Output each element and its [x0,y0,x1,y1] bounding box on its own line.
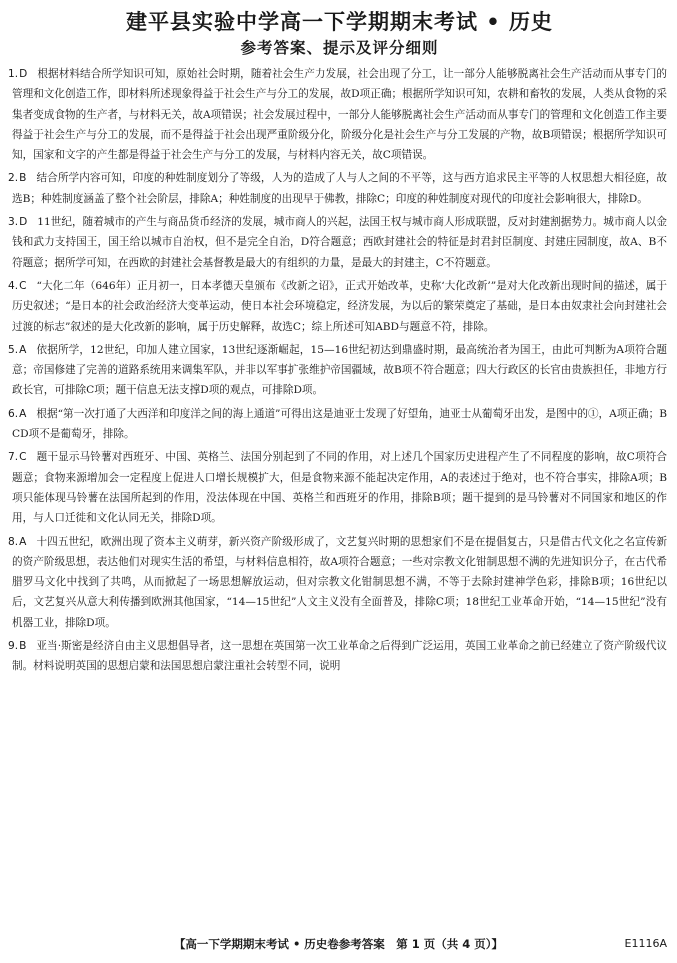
answer-list [8,64,667,677]
answer-item-2: 2.B 结合所学内容可知，印度的种姓制度划分了等级，人为的造成了人与人之间的不平等，这与西方追求民主平等的人权思想大相径庭，故选B；种姓制度涵盖了整个社会阶层，排除A；种姓制度的出现早于佛教，排除C；印度的种姓制度对现代的印度社会影响很大，排除D。 [8,172,667,205]
answer-key: A [19,343,27,356]
answer-key: A [19,407,27,420]
answer-explanation: 结合所学内容可知，印度的种姓制度划分了等级，人为的造成了人与人之间的不平等，这与西方追求民主平等的人权思想大相径庭，故选B；种姓制度涵盖了整个社会阶层，排除A；种姓制度的出现早于佛教，排除C；印度的种姓制度对现代的印度社会影响很大，排除D。 [12,172,667,205]
answer-explanation: 根据“第一次打通了大西洋和印度洋之间的海上通道”可得出这是迪亚士发现了好望角，迪亚士从葡萄牙出发，是图中的①，A项正确；BCD项不是葡萄牙，排除。 [12,407,667,441]
footer-page-info: 【高一下学期期末考试 • 历史卷参考答案 第 1 页（共 4 页）】 [173,937,504,951]
answer-item-1: 1.D 根据材料结合所学知识可知，原始社会时期，随着社会生产力发展，社会出现了分工，让一部分人能够脱离社会生产活动而从事专门的管理和文化创造工作，即材料所述现象得益于社会生产与分工的发展，故D项正确；根据所学知识可知，农耕和畜牧的发展，人类从食物的采集者变成食物的生产者，与材料无关，故A项错误；社会发展过程中，一部分人能够脱离社会生产活动而从事专门的管理和文化创造工作主要得益于社会生产与分工的发展，而不是得益于社会出现严重阶级分化，阶级分化是社会生产与分工发展的产物，故B项错误；根据所学知识可知，国家和文字的产生都是得益于社会生产与分工的发展，与材料内容无关，故C项错误。 [8,68,667,162]
answer-item-8: 8.A 十四五世纪，欧洲出现了资本主义萌芽，新兴资产阶级形成了，文艺复兴时期的思想家们不是在提倡复古，只是借古代文化之名宣传新的资产阶级思想，表达他们对现实生活的希望，与材料信息相符，故A项符合题意；一些对宗教文化钳制思想不满的先进知识分子，在古代希腊罗马文化中找到了共鸣，从而掀起了一场思想解放运动，但对宗教文化钳制思想不满，不等于去除封建神学色彩，排除B项；16世纪以后，文艺复兴从意大利传播到欧洲其他国家，“14—15世纪”人文主义没有全面普及，排除C项；18世纪工业革命开始，“14—15世纪”没有机器工业，排除D项。 [8,535,667,629]
exam-title: 建平县实验中学高一下学期期末考试 • 历史 [125,10,554,34]
answer-key: D [19,68,28,80]
footer-exam-code: E1116A [624,937,667,950]
exam-subtitle: 参考答案、提示及评分细则 [240,39,439,57]
answer-item-7: 7.C 题干显示马铃薯对西班牙、中国、英格兰、法国分别起到了不同的作用，对上述几个国家历史进程产生了不同程度的影响，故C项符合题意；食物来源增加会一定程度上促进人口增长规模扩大，但是食物来源不能起决定作用，A的表述过于绝对，也不符合事实，排除A项；B项只能体现马铃薯在法国所起到的作用，没法体现在中国、英格兰和西班牙的作用，排除B项；题干提到的是马铃薯对不同国家和地区的作用，与人口迁徙和文化认同无关，排除D项。 [8,451,667,525]
answer-key: C [19,279,27,292]
answer-key: D [19,216,28,229]
answer-item-9: 9.B 亚当·斯密是经济自由主义思想倡导者，这一思想在英国第一次工业革命之后得到广泛运用，英国工业革命之前已经建立了资产阶级代议制。材料说明英国的思想启蒙和法国思想启蒙注重社会转型不同，说明 [8,640,667,673]
answer-key: B [19,172,27,185]
answer-item-4: 4.C “大化二年（646年）正月初一，日本孝德天皇颁布《改新之诏》，正式开始改革，史称‘大化改新’”是对大化改新出现时间的描述，属于历史叙述；“是日本的社会政治经济大变革运动，使日本社会环境稳定，经济发展，为以后的繁荣奠定了基础，是日本由奴隶社会向封建社会过渡的标志”叙述的是大化改新的影响，属于历史解释，故选C；综上所述可知ABD与题意不符，排除。 [8,279,667,333]
answer-key: B [19,640,27,653]
answer-item-3: 3.D 11世纪，随着城市的产生与商品货币经济的发展，城市商人的兴起，法国王权与城市商人形成联盟，反对封建割据势力。城市商人以金钱和武力支持国王，国王给以城市自治权，但不是完全自治，D符合题意；西欧封建社会的特征是封君封臣制度、封建庄园制度，故A、B不符题意；据所学可知，在西欧的封建社会基督教是最大的有组织的力量，是最大的封建主，C不符题意。 [8,216,667,269]
answer-explanation: 依据所学，12世纪，印加人建立国家，13世纪逐渐崛起，15—16世纪初达到鼎盛时期，最高统治者为国王，由此可判断为A项符合题意；帝国修建了完善的道路系统用来调集军队，并非以军事扩张维护帝国疆域，故B项不符合题意；四大行政区的长官由贵族担任，非地方行政长官，可排除C项；题干信息无法支撑D项的观点，可排除D项。 [12,343,667,397]
answer-key: C [19,451,27,464]
answer-item-6: 6.A 根据“第一次打通了大西洋和印度洋之间的海上通道”可得出这是迪亚士发现了好望角，迪亚士从葡萄牙出发，是图中的①，A项正确；BCD项不是葡萄牙，排除。 [8,407,667,441]
answer-explanation: “大化二年（646年）正月初一，日本孝德天皇颁布《改新之诏》，正式开始改革，史称‘大化改新’”是对大化改新出现时间的描述，属于历史叙述；“是日本的社会政治经济大变革运动，使日本社会环境稳定，经济发展，为以后的繁荣奠定了基础，是日本由奴隶社会向封建社会过渡的标志”叙述的是大化改新的影响，属于历史解释，故选C；综上所述可知ABD与题意不符，排除。 [12,279,667,333]
answer-key: A [19,535,27,548]
answer-explanation: 11世纪，随着城市的产生与商品货币经济的发展，城市商人的兴起，法国王权与城市商人形成联盟，反对封建割据势力。城市商人以金钱和武力支持国王，国王给以城市自治权，但不是完全自治，D符合题意；西欧封建社会的特征是封君封臣制度、封建庄园制度，故A、B不符题意；据所学可知，在西欧的封建社会基督教是最大的有组织的力量，是最大的封建主，C不符题意。 [12,216,667,269]
answer-explanation: 根据材料结合所学知识可知，原始社会时期，随着社会生产力发展，社会出现了分工，让一部分人能够脱离社会生产活动而从事专门的管理和文化创造工作，即材料所述现象得益于社会生产与分工的发展，故D项正确；根据所学知识可知，农耕和畜牧的发展，人类从食物的采集者变成食物的生产者，与材料无关，故A项错误；社会发展过程中，一部分人能够脱离社会生产活动而从事专门的管理和文化创造工作主要得益于社会生产与分工的发展，而不是得益于社会出现严重阶级分化，阶级分化是社会生产与分工发展的产物，故B项错误；根据所学知识可知，国家和文字的产生都是得益于社会生产与分工的发展，与材料内容无关，故C项错误。 [12,68,667,162]
answer-item-5: 5.A 依据所学，12世纪，印加人建立国家，13世纪逐渐崛起，15—16世纪初达到鼎盛时期，最高统治者为国王，由此可判断为A项符合题意；帝国修建了完善的道路系统用来调集军队，并非以军事扩张维护帝国疆域，故B项不符合题意；四大行政区的长官由贵族担任，非地方行政长官，可排除C项；题干信息无法支撑D项的观点，可排除D项。 [8,343,667,397]
answer-explanation: 题干显示马铃薯对西班牙、中国、英格兰、法国分别起到了不同的作用，对上述几个国家历史进程产生了不同程度的影响，故C项符合题意；食物来源增加会一定程度上促进人口增长规模扩大，但是食物来源不能起决定作用，A的表述过于绝对，也不符合事实，排除A项；B项只能体现马铃薯在法国所起到的作用，没法体现在中国、英格兰和西班牙的作用，排除B项；题干提到的是马铃薯对不同国家和地区的作用，与人口迁徙和文化认同无关，排除D项。 [12,451,667,525]
answer-explanation: 亚当·斯密是经济自由主义思想倡导者，这一思想在英国第一次工业革命之后得到广泛运用，英国工业革命之前已经建立了资产阶级代议制。材料说明英国的思想启蒙和法国思想启蒙注重社会转型不同，说明 [12,640,667,673]
page-footer [0,934,677,954]
answer-explanation: 十四五世纪，欧洲出现了资本主义萌芽，新兴资产阶级形成了，文艺复兴时期的思想家们不是在提倡复古，只是借古代文化之名宣传新的资产阶级思想，表达他们对现实生活的希望，与材料信息相符，故A项符合题意；一些对宗教文化钳制思想不满的先进知识分子，在古代希腊罗马文化中找到了共鸣，从而掀起了一场思想解放运动，但对宗教文化钳制思想不满，不等于去除封建神学色彩，排除B项；16世纪以后，文艺复兴从意大利传播到欧洲其他国家，“14—15世纪”人文主义没有全面普及，排除C项；18世纪工业革命开始，“14—15世纪”没有机器工业，排除D项。 [12,535,667,629]
